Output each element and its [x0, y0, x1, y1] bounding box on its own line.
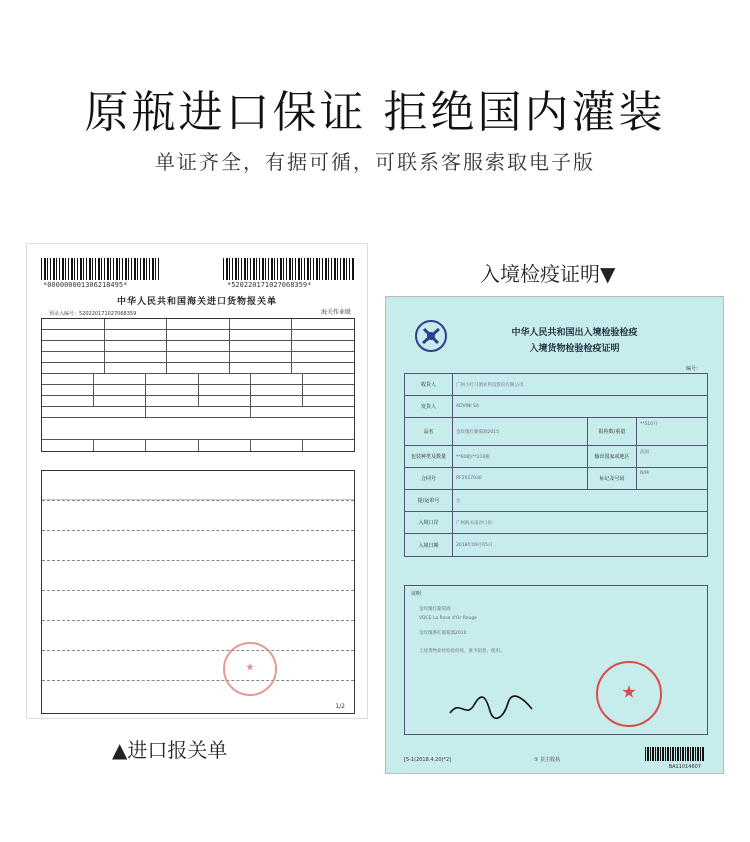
certificate-number-label: 编号： [685, 366, 701, 372]
declaration-prenumber: 预录入编号：520220171027068359 [49, 311, 137, 317]
row-label: 包装种类及数量 [405, 446, 453, 467]
certificate-subtitle: 入境货物检验检疫证明 [529, 344, 620, 354]
statement-label: 证明 [411, 591, 422, 597]
row-label-2: 输出国家或地区 [587, 446, 637, 467]
page-mark: 1/2 [335, 703, 345, 710]
certificate-row [405, 418, 707, 446]
row-value: 广州海关南沙口岸 [456, 520, 492, 526]
certificate-barcode [645, 747, 705, 761]
declaration-title: 中华人民共和国海关进口货物报关单 [116, 297, 277, 307]
declaration-subtitle: 海关作业联 [320, 309, 351, 316]
row-value-2: N/M [640, 471, 649, 476]
certificate-row [405, 446, 707, 468]
row-label: 品名 [405, 418, 453, 445]
certificate-table [404, 373, 708, 557]
barcode-right-number: *520220171027068359* [227, 281, 312, 289]
caption-text: 入境检疫证明 [480, 262, 600, 286]
certificate-copy-label: ① 货主收执 [534, 757, 561, 763]
statement-line: 上述货物业经检验检疫，准予销售、使用。 [419, 649, 505, 654]
certificate-row [405, 512, 707, 534]
row-value-2: 法国 [640, 450, 649, 455]
row-value: 广州小红马酒业科技股份有限公司 [456, 382, 524, 388]
customs-stamp [223, 642, 277, 696]
customs-declaration-image [26, 243, 368, 719]
row-label: 提/运单号 [405, 490, 453, 511]
page-headline: 原瓶进口保证 拒绝国内灌装 [84, 87, 666, 138]
row-value: 无 [456, 498, 461, 504]
statement-line: 金玫瑰红葡萄酒 [419, 607, 451, 612]
triangle-down-icon: ▼ [600, 262, 616, 286]
certificate-row [405, 490, 707, 512]
row-label: 入境日期 [405, 534, 453, 556]
declaration-header-grid [41, 318, 355, 452]
row-label: 发货人 [405, 396, 453, 417]
certificate-row [405, 374, 707, 396]
signature-icon [446, 693, 536, 721]
row-value: **60箱/**210瓶 [456, 454, 490, 460]
caption-text: 进口报关单 [127, 738, 228, 762]
barcode-right [223, 258, 355, 280]
page-subline: 单证齐全，有据可循，可联系客服索取电子版 [155, 150, 595, 174]
certificate-form-code: [5-1(2018.4.20)*2] [404, 757, 452, 763]
row-label-2: 报检数/重量 [587, 418, 637, 445]
barcode-left-number: *000000001306218495* [43, 281, 128, 289]
declaration-items-table [41, 470, 355, 714]
row-label-2: 标记及号码 [587, 468, 637, 489]
certificate-row [405, 396, 707, 418]
inspection-certificate-image [385, 296, 724, 774]
statement-line: VDCE La Rose d'Or Rouge [419, 616, 477, 621]
barcode-left [41, 258, 159, 280]
inspection-certificate-caption [480, 258, 615, 287]
row-label: 合同号 [405, 468, 453, 489]
row-value: 金玫瑰红葡萄酒2015 [456, 429, 499, 435]
row-value: ADVINI SA [456, 404, 480, 409]
row-label: 收货人 [405, 374, 453, 395]
certificate-row [405, 468, 707, 490]
certificate-title: 中华人民共和国出入境检验检疫 [511, 328, 638, 338]
triangle-up-icon: ▲ [112, 738, 128, 762]
row-value: RF2017030 [456, 476, 482, 481]
quarantine-stamp [596, 661, 662, 727]
certificate-barcode-number: BA11014607 [668, 764, 701, 770]
row-value: 2018年09月05日 [456, 543, 493, 548]
certificate-row [405, 534, 707, 556]
row-value-2: **510升 [640, 422, 658, 427]
statement-line: 金玫瑰系红葡萄酒2010 [419, 631, 467, 636]
customs-declaration-caption [112, 734, 227, 763]
row-label: 入境口岸 [405, 512, 453, 533]
